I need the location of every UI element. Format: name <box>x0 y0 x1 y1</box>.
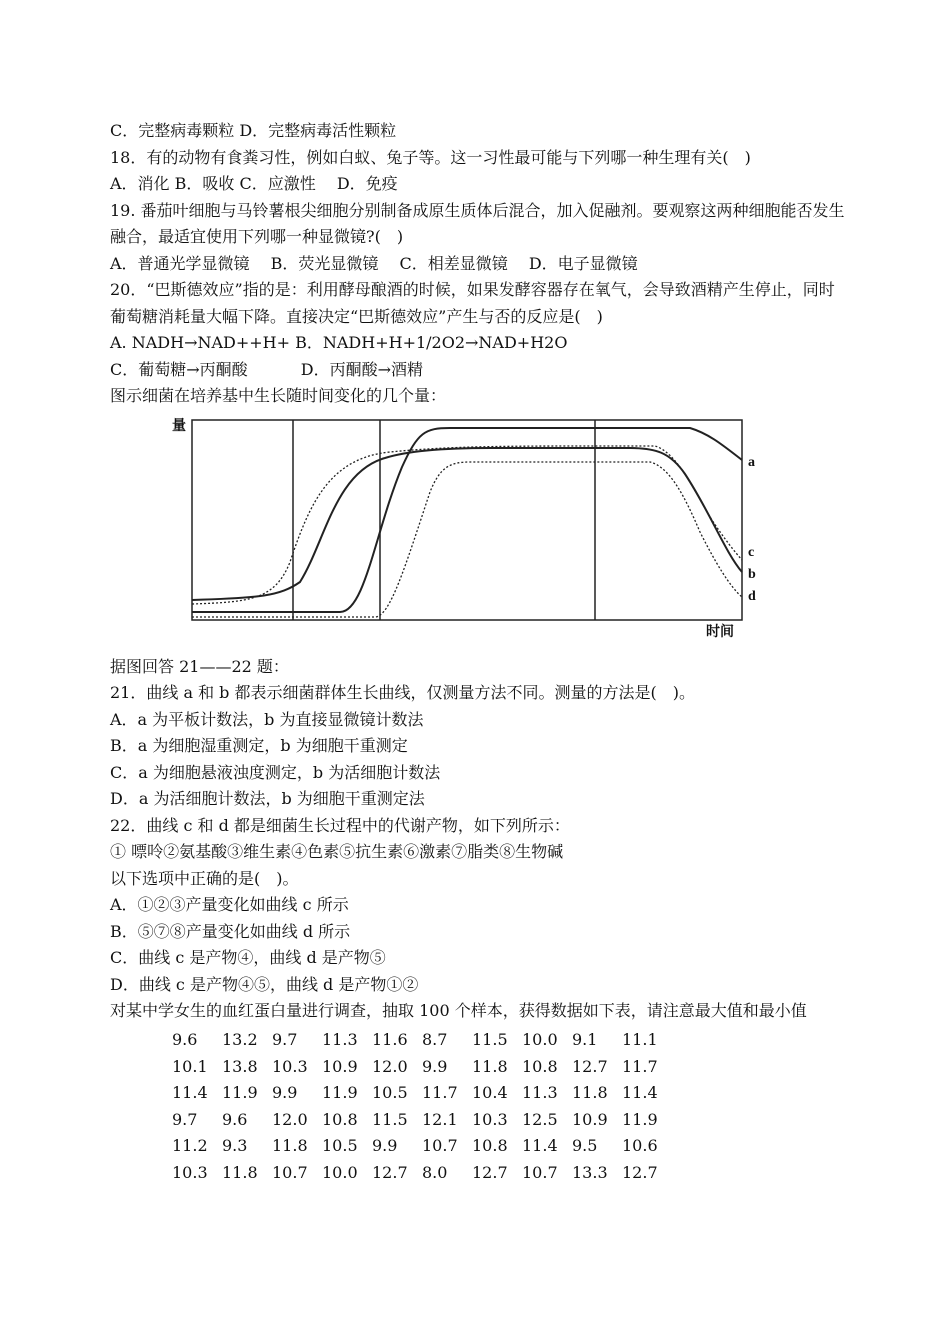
text-line: B．⑤⑦⑧产量变化如曲线 d 所示 <box>110 921 351 941</box>
table-row <box>172 1027 672 1054</box>
table-cell: 12.7 <box>572 1056 608 1076</box>
growth-curve-svg <box>150 412 770 642</box>
growth-curve-figure <box>110 412 850 650</box>
table-cell: 10.0 <box>322 1162 358 1182</box>
table-cell: 12.7 <box>472 1162 508 1182</box>
table-cell: 12.0 <box>372 1056 408 1076</box>
table-cell: 11.4 <box>622 1083 658 1103</box>
table-cell: 10.0 <box>522 1030 558 1050</box>
hemoglobin-data-table <box>172 1027 672 1186</box>
table-row <box>172 1053 672 1080</box>
table-row <box>172 1080 672 1107</box>
table-cell: 12.0 <box>272 1109 308 1129</box>
table-cell: 9.5 <box>572 1136 598 1156</box>
table-cell: 9.9 <box>272 1083 298 1103</box>
text-line: A．①②③产量变化如曲线 c 所示 <box>110 895 349 914</box>
text-line: ① 嘌呤②氨基酸③维生素④色素⑤抗生素⑥激素⑦脂类⑧生物碱 <box>110 842 564 861</box>
table-cell: 8.0 <box>422 1162 448 1182</box>
table-row <box>172 1159 672 1186</box>
text-line: 18．有的动物有食粪习性，例如白蚁、兔子等。这一习性最可能与下列哪一种生理有关( ) <box>110 147 751 167</box>
curve-a <box>192 428 742 612</box>
table-cell: 10.1 <box>172 1056 208 1076</box>
table-cell: 9.6 <box>172 1030 198 1050</box>
text-line: A．普通光学显微镜 B．荧光显微镜 C．相差显微镜 D．电子显微镜 <box>110 253 638 273</box>
table-cell: 9.9 <box>372 1136 398 1156</box>
table-cell: 11.3 <box>322 1030 358 1050</box>
table-cell: 11.2 <box>172 1136 208 1156</box>
table-cell: 12.7 <box>372 1162 408 1182</box>
table-cell: 10.3 <box>272 1056 308 1076</box>
table-cell: 10.8 <box>472 1136 508 1156</box>
table-cell: 10.3 <box>172 1162 208 1182</box>
text-line: D．a 为活细胞计数法，b 为细胞干重测定法 <box>110 789 425 808</box>
curve-b <box>192 448 742 600</box>
table-cell: 10.4 <box>472 1083 508 1103</box>
table-cell: 12.5 <box>522 1109 558 1129</box>
table-cell: 11.5 <box>472 1030 508 1050</box>
text-line: C．曲线 c 是产物④，曲线 d 是产物⑤ <box>110 948 386 967</box>
text-line: 22．曲线 c 和 d 都是细菌生长过程中的代谢产物，如下列所示： <box>110 815 570 835</box>
table-cell: 9.6 <box>222 1109 248 1129</box>
table-cell: 10.8 <box>322 1109 358 1129</box>
text-line: B．a 为细胞湿重测定，b 为细胞干重测定 <box>110 736 408 755</box>
text-line: C．a 为细胞悬液浊度测定，b 为活细胞计数法 <box>110 762 441 782</box>
table-cell: 11.7 <box>422 1083 458 1103</box>
table-row <box>172 1106 672 1133</box>
table-cell: 11.4 <box>522 1136 558 1156</box>
table-cell: 10.7 <box>422 1136 458 1156</box>
question-text-top <box>110 118 850 410</box>
y-axis-label: 量 <box>172 418 186 434</box>
text-line: C．完整病毒颗粒 D．完整病毒活性颗粒 <box>110 121 397 140</box>
text-line: 据图回答 21——22 题： <box>110 656 289 676</box>
text-line: 19. 番茄叶细胞与马铃薯根尖细胞分别制备成原生质体后混合，加入促融剂。要观察这两种细胞能否发生融合，最适宜使用下列哪一种显微镜?( ) <box>110 200 845 246</box>
table-cell: 13.8 <box>222 1056 258 1076</box>
text-line: A. NADH→NAD++H+ B．NADH+H+1/2O2→NAD+H2O <box>110 333 568 352</box>
table-cell: 10.5 <box>372 1083 408 1103</box>
table-cell: 11.8 <box>222 1162 258 1182</box>
table-cell: 11.8 <box>572 1083 608 1103</box>
curve-label-a: a <box>748 454 755 470</box>
text-line: C．葡萄糖→丙酮酸 D．丙酮酸→酒精 <box>110 359 423 379</box>
table-cell: 11.6 <box>372 1030 408 1050</box>
document-page <box>110 118 850 1186</box>
curve-label-d: d <box>748 588 756 604</box>
table-cell: 13.2 <box>222 1030 258 1050</box>
text-line: 图示细菌在培养基中生长随时间变化的几个量： <box>110 386 447 405</box>
curve-c <box>192 446 742 604</box>
table-cell: 9.9 <box>422 1056 448 1076</box>
table-cell: 10.6 <box>622 1136 658 1156</box>
table-cell: 12.7 <box>622 1162 658 1182</box>
text-line: 20．“巴斯德效应”指的是：利用酵母酿酒的时候，如果发酵容器存在氧气，会导致酒精产生停止，同时葡萄糖消耗量大幅下降。直接决定“巴斯德效应”产生与否的反应是( ) <box>110 280 835 326</box>
table-cell: 10.8 <box>522 1056 558 1076</box>
table-cell: 9.1 <box>572 1030 598 1050</box>
table-cell: 10.3 <box>472 1109 508 1129</box>
text-line: 以下选项中正确的是( )。 <box>110 868 299 888</box>
table-cell: 9.7 <box>172 1109 198 1129</box>
text-line: A．a 为平板计数法，b 为直接显微镜计数法 <box>110 709 424 729</box>
table-cell: 9.3 <box>222 1136 248 1156</box>
x-axis-label: 时间 <box>706 624 734 640</box>
text-line: A．消化 B．吸收 C．应激性 D．免疫 <box>110 174 398 193</box>
table-cell: 12.1 <box>422 1109 458 1129</box>
table-cell: 11.9 <box>222 1083 258 1103</box>
curve-label-c: c <box>748 544 755 560</box>
table-cell: 11.9 <box>322 1083 358 1103</box>
plot-frame <box>192 420 742 620</box>
table-row <box>172 1133 672 1160</box>
table-cell: 8.7 <box>422 1030 448 1050</box>
table-cell: 11.7 <box>622 1056 658 1076</box>
table-cell: 10.9 <box>322 1056 358 1076</box>
table-cell: 9.7 <box>272 1030 298 1050</box>
table-cell: 11.3 <box>522 1083 558 1103</box>
table-cell: 11.8 <box>472 1056 508 1076</box>
text-line: 21．曲线 a 和 b 都表示细菌群体生长曲线，仅测量方法不同。测量的方法是( )。 <box>110 683 695 702</box>
curve-label-b: b <box>748 566 756 582</box>
text-line: 对某中学女生的血红蛋白量进行调查，抽取 100 个样本，获得数据如下表，请注意最大值和最小值 <box>110 1001 807 1020</box>
table-cell: 11.8 <box>272 1136 308 1156</box>
table-cell: 11.1 <box>622 1030 658 1050</box>
table-cell: 10.7 <box>272 1162 308 1182</box>
text-line: D．曲线 c 是产物④⑤，曲线 d 是产物①② <box>110 974 419 994</box>
table-cell: 11.5 <box>372 1109 408 1129</box>
table-cell: 10.9 <box>572 1109 608 1129</box>
table-cell: 11.4 <box>172 1083 208 1103</box>
table-cell: 11.9 <box>622 1109 658 1129</box>
table-cell: 10.5 <box>322 1136 358 1156</box>
table-cell: 10.7 <box>522 1162 558 1182</box>
question-text-bottom <box>110 654 850 1025</box>
table-cell: 13.3 <box>572 1162 608 1182</box>
